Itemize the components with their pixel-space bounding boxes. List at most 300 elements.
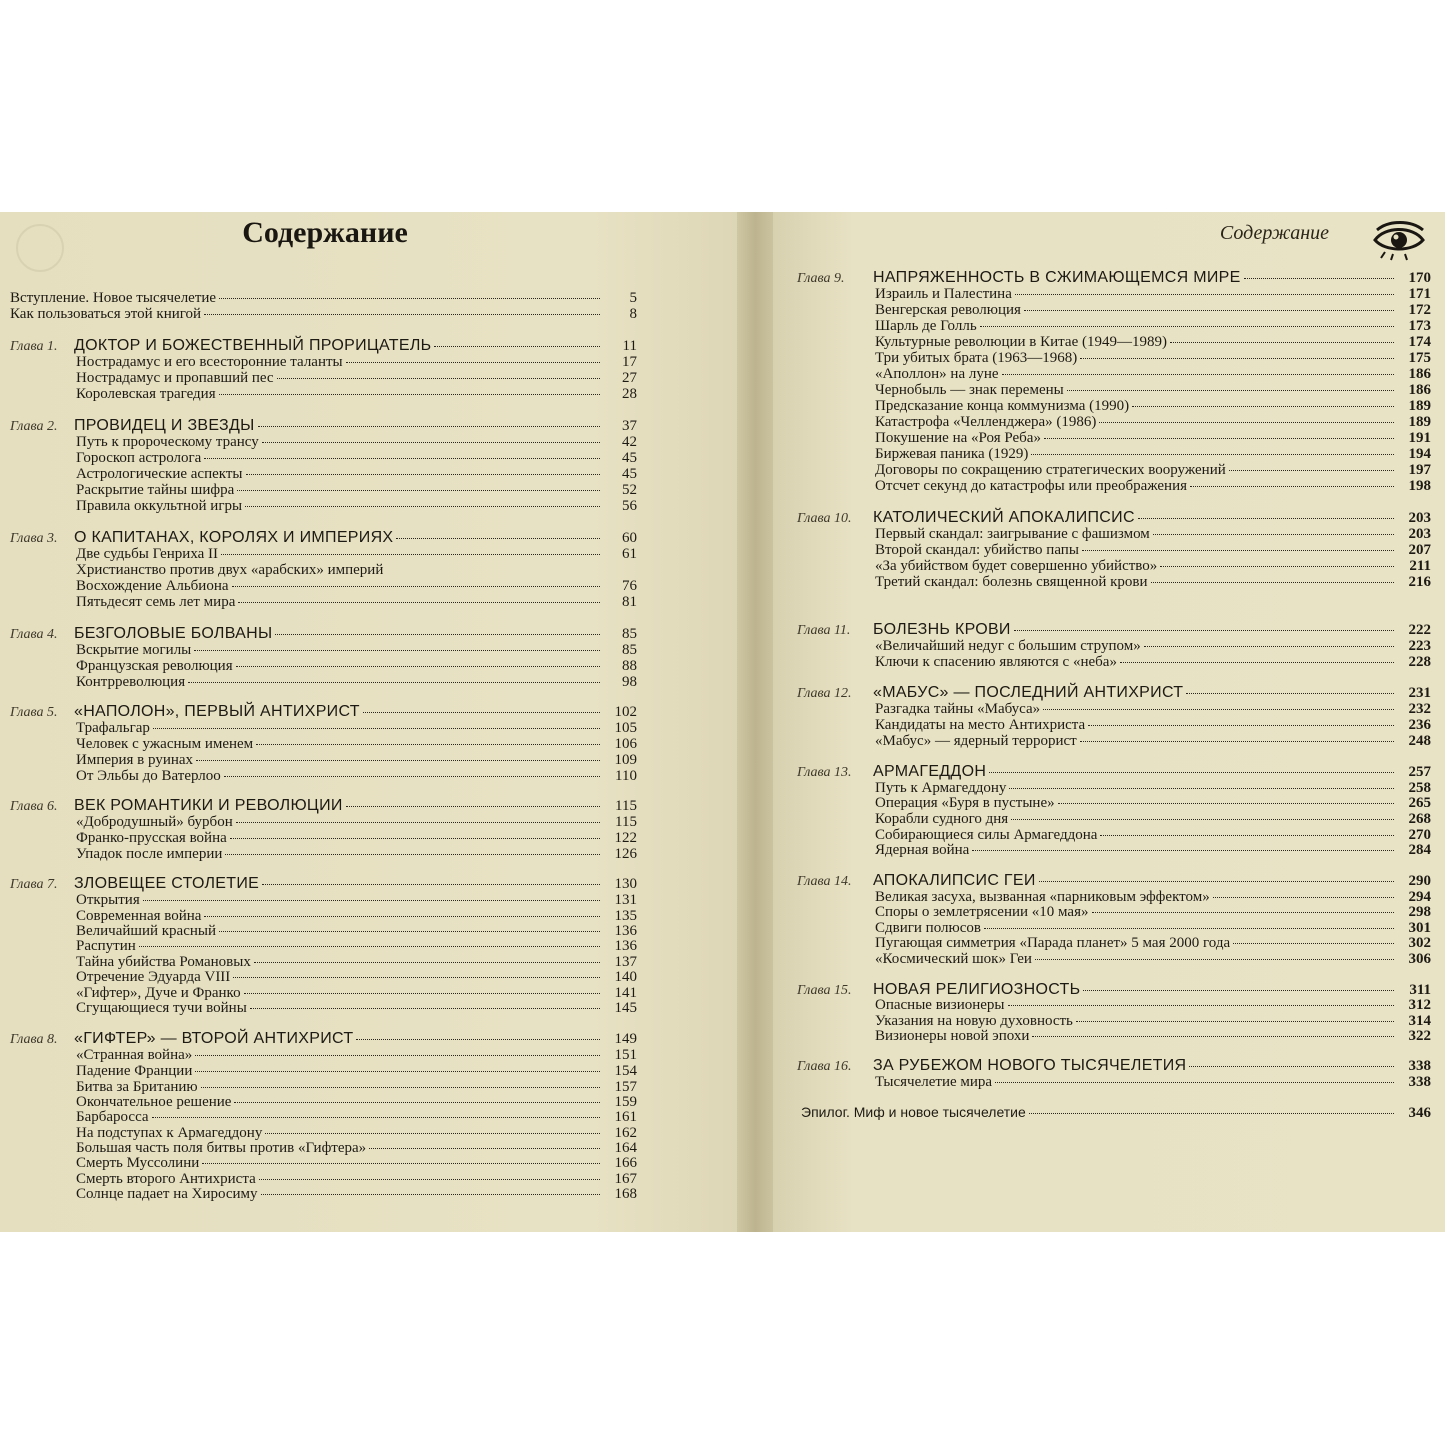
entry-title: Корабли судного дня — [875, 811, 1009, 827]
toc-entry-row — [76, 985, 637, 1001]
entry-title: Путь к Армагеддону — [875, 780, 1007, 796]
toc-entry-row — [76, 1047, 637, 1063]
entry-title: Ядерная война — [875, 842, 970, 858]
dot-leader — [1008, 1005, 1394, 1006]
dot-leader — [204, 916, 600, 917]
dot-leader — [250, 1008, 600, 1009]
dot-leader — [194, 650, 600, 651]
page-number: 110 — [615, 768, 637, 784]
page-number: 168 — [614, 1186, 637, 1202]
toc-entry-row — [875, 398, 1431, 414]
page-number: 42 — [622, 434, 637, 450]
toc-entry-row — [875, 446, 1431, 462]
entry-title: Современная война — [76, 908, 202, 924]
toc-entry-row — [76, 814, 637, 830]
entry-title: Операция «Буря в пустыне» — [875, 795, 1055, 811]
toc-entry-row — [875, 904, 1431, 920]
dot-leader — [1229, 470, 1394, 471]
dot-leader — [143, 900, 600, 901]
entry-title: Биржевая паника (1929) — [875, 446, 1029, 462]
page-number: 162 — [614, 1125, 637, 1141]
entry-title: «Добродушный» бурбон — [76, 814, 233, 830]
toc-entry-row — [10, 290, 637, 306]
chapter-label: Глава 16. — [797, 1059, 852, 1074]
dot-leader — [219, 298, 600, 299]
entry-title: Большая часть поля битвы против «Гифтера» — [76, 1140, 367, 1156]
dot-leader — [204, 458, 600, 459]
toc-entry-row — [76, 354, 637, 370]
page-number: 159 — [614, 1094, 637, 1110]
dot-leader — [369, 1148, 600, 1149]
chapter-title: ЗА РУБЕЖОМ НОВОГО ТЫСЯЧЕЛЕТИЯ — [873, 1057, 1187, 1074]
toc-entry-row — [76, 594, 637, 610]
entry-title: Две судьбы Генриха II — [76, 546, 219, 562]
page-number: 191 — [1408, 430, 1431, 446]
entry-title: Предсказание конца коммунизма (1990) — [875, 398, 1130, 414]
dot-leader — [262, 884, 600, 885]
dot-leader — [1043, 709, 1394, 710]
entry-title: Великая засуха, вызванная «парниковым эффектом» — [875, 889, 1210, 905]
dot-leader — [346, 806, 600, 807]
toc-entry-row — [875, 542, 1431, 558]
entry-title: Чернобыль — знак перемены — [875, 382, 1064, 398]
page-number: 203 — [1408, 526, 1431, 542]
page-number: 189 — [1408, 414, 1431, 430]
page-number: 115 — [615, 814, 637, 830]
chapter-label: Глава 9. — [797, 271, 845, 286]
dot-leader — [275, 634, 600, 635]
chapter-title: «НАПОЛОН», ПЕРВЫЙ АНТИХРИСТ — [74, 703, 360, 720]
entry-title: Упадок после империи — [76, 846, 223, 862]
entry-title: «Странная война» — [76, 1047, 193, 1063]
dot-leader — [1029, 1113, 1394, 1114]
dot-leader — [237, 490, 600, 491]
dot-leader — [1031, 454, 1394, 455]
entry-title: От Эльбы до Ватерлоо — [76, 768, 221, 784]
toc-entry-row — [10, 306, 637, 322]
dot-leader — [1189, 1066, 1394, 1067]
toc-entry-row — [875, 478, 1431, 494]
toc-entry-row — [875, 951, 1431, 967]
page-number: 151 — [614, 1047, 637, 1063]
entry-title: Первый скандал: заигрывание с фашизмом — [875, 526, 1150, 542]
entry-title: Покушение на «Роя Реба» — [875, 430, 1041, 446]
toc-chapter-row — [797, 510, 1431, 527]
chapter-title: КАТОЛИЧЕСКИЙ АПОКАЛИПСИС — [873, 509, 1135, 526]
toc-entry-row — [76, 892, 637, 908]
toc-entry-row — [76, 1000, 637, 1016]
toc-entry-row — [875, 733, 1431, 749]
entry-title: Пятьдесят семь лет мира — [76, 594, 236, 610]
page-number: 302 — [1408, 935, 1431, 951]
page-number: 207 — [1408, 542, 1431, 558]
dot-leader — [152, 1117, 600, 1118]
page-number: 172 — [1408, 302, 1431, 318]
page-number: 137 — [614, 954, 637, 970]
entry-title: Как пользоваться этой книгой — [10, 306, 202, 322]
left-page — [0, 212, 737, 1232]
entry-title: Израиль и Палестина — [875, 286, 1012, 302]
toc-entry-row — [875, 827, 1431, 843]
toc-entry-row — [76, 546, 637, 562]
dot-leader — [188, 682, 600, 683]
toc-entry-row — [76, 370, 637, 386]
entry-title: Окончательное решение — [76, 1094, 232, 1110]
dot-leader — [219, 931, 600, 932]
page-number: 306 — [1408, 951, 1431, 967]
toc-chapter-row — [10, 626, 637, 643]
toc-chapter-row — [797, 622, 1431, 639]
page-number: 175 — [1408, 350, 1431, 366]
chapter-label: Глава 11. — [797, 623, 851, 638]
entry-title: Договоры по сокращению стратегических вооружений — [875, 462, 1226, 478]
running-header: Содержание — [1219, 222, 1329, 244]
page-number: 270 — [1408, 827, 1431, 843]
dot-leader — [153, 728, 600, 729]
page-number: 145 — [614, 1000, 637, 1016]
page-number: 311 — [1409, 982, 1431, 998]
page-number: 268 — [1408, 811, 1431, 827]
dot-leader — [256, 744, 600, 745]
page-number: 194 — [1408, 446, 1431, 462]
entry-title: «Величайший недуг с большим струпом» — [875, 638, 1141, 654]
entry-title: Отсчет секунд до катастрофы или преображения — [875, 478, 1188, 494]
entry-title: Второй скандал: убийство папы — [875, 542, 1079, 558]
page-number: 27 — [622, 370, 637, 386]
chapter-label: Глава 12. — [797, 686, 852, 701]
chapter-title: ДОКТОР И БОЖЕСТВЕННЫЙ ПРОРИЦАТЕЛЬ — [74, 337, 432, 354]
toc-entry-row — [76, 1094, 637, 1110]
chapter-label: Глава 1. — [10, 339, 58, 354]
dot-leader — [989, 772, 1394, 773]
page-number: 338 — [1408, 1074, 1431, 1090]
dot-leader — [236, 822, 600, 823]
dot-leader — [434, 346, 600, 347]
page-number: 248 — [1408, 733, 1431, 749]
page-number: 338 — [1408, 1058, 1431, 1074]
entry-title: Гороскоп астролога — [76, 450, 202, 466]
page-number: 5 — [629, 290, 637, 306]
page-number: 198 — [1408, 478, 1431, 494]
dot-leader — [1144, 646, 1394, 647]
page-number: 17 — [622, 354, 637, 370]
page-number: 135 — [614, 908, 637, 924]
dot-leader — [1092, 912, 1395, 913]
entry-title: Открытия — [76, 892, 140, 908]
page-number: 314 — [1408, 1013, 1431, 1029]
toc-entry-row — [875, 382, 1431, 398]
toc-entry-row — [76, 1140, 637, 1156]
chapter-title: НОВАЯ РЕЛИГИОЗНОСТЬ — [873, 981, 1081, 998]
dot-leader — [259, 1179, 600, 1180]
dot-leader — [195, 1071, 600, 1072]
dot-leader — [1100, 835, 1394, 836]
page-number: 88 — [622, 658, 637, 674]
chapter-title: БОЛЕЗНЬ КРОВИ — [873, 621, 1011, 638]
entry-title: Смерть второго Антихриста — [76, 1171, 256, 1187]
page-number: 231 — [1408, 685, 1431, 701]
page-number: 8 — [629, 306, 637, 322]
dot-leader — [1083, 990, 1394, 991]
toc-entry-row — [875, 366, 1431, 382]
entry-title: Восхождение Альбиона — [76, 578, 229, 594]
page-number: 290 — [1408, 873, 1431, 889]
dot-leader — [1233, 943, 1394, 944]
toc-entry-row — [875, 574, 1431, 590]
dot-leader — [1002, 374, 1394, 375]
chapter-title: О КАПИТАНАХ, КОРОЛЯХ И ИМПЕРИЯХ — [74, 529, 394, 546]
entry-title: Франко-прусская война — [76, 830, 227, 846]
toc-entry-row — [875, 318, 1431, 334]
page-number: 174 — [1408, 334, 1431, 350]
chapter-label: Глава 15. — [797, 983, 852, 998]
page-number: 45 — [622, 466, 637, 482]
dot-leader — [1099, 422, 1394, 423]
entry-title: Величайший красный — [76, 923, 216, 939]
toc-entry-row — [875, 701, 1431, 717]
toc-chapter-row — [797, 270, 1431, 287]
page-number: 167 — [614, 1171, 637, 1187]
page-number: 298 — [1408, 904, 1431, 920]
toc-entry-row — [76, 1109, 637, 1125]
entry-title: Опасные визионеры — [875, 997, 1005, 1013]
page-number: 130 — [614, 876, 637, 892]
entry-title: Путь к пророческому трансу — [76, 434, 259, 450]
page-number: 76 — [622, 578, 637, 594]
toc-entry-row — [76, 1155, 637, 1171]
toc-entry-row — [875, 286, 1431, 302]
page-title: Содержание — [242, 216, 408, 249]
page-number: 186 — [1408, 382, 1431, 398]
page-number: 60 — [622, 530, 637, 546]
page-number: 197 — [1408, 462, 1431, 478]
toc-entry-row — [76, 674, 637, 690]
page-number: 236 — [1408, 717, 1431, 733]
page-number: 85 — [622, 626, 637, 642]
entry-title: Ключи к спасению являются с «неба» — [875, 654, 1117, 670]
dot-leader — [1170, 342, 1394, 343]
book-spread — [0, 212, 1445, 1232]
toc-entry-row — [76, 969, 637, 985]
entry-title: Тайна убийства Романовых — [76, 954, 251, 970]
page-number: 265 — [1408, 795, 1431, 811]
entry-title: Астрологические аспекты — [76, 466, 243, 482]
page-number: 149 — [614, 1031, 637, 1047]
toc-entry-row — [875, 558, 1431, 574]
chapter-title: БЕЗГОЛОВЫЕ БОЛВАНЫ — [74, 625, 273, 642]
page-number: 122 — [614, 830, 637, 846]
toc-entry-row — [875, 414, 1431, 430]
dot-leader — [277, 378, 600, 379]
toc-entry-row — [875, 795, 1431, 811]
dot-leader — [1014, 630, 1394, 631]
dot-leader — [204, 314, 600, 315]
dot-leader — [232, 586, 600, 587]
page-number: 189 — [1408, 398, 1431, 414]
page-number: 105 — [614, 720, 637, 736]
toc-entry-row — [875, 462, 1431, 478]
toc-entry-row — [76, 498, 637, 514]
entry-title: Раскрытие тайны шифра — [76, 482, 235, 498]
dot-leader — [363, 712, 600, 713]
toc-entry-row — [76, 752, 637, 768]
toc-entry-row — [76, 846, 637, 862]
dot-leader — [1120, 662, 1394, 663]
dot-leader — [1067, 390, 1394, 391]
entry-title: Падение Франции — [76, 1063, 193, 1079]
toc-chapter-row — [10, 1031, 637, 1048]
entry-title: Вскрытие могилы — [76, 642, 192, 658]
toc-entry-row — [76, 578, 637, 594]
dot-leader — [262, 442, 600, 443]
entry-title: Венгерская революция — [875, 302, 1021, 318]
toc-entry-row — [76, 1186, 637, 1202]
toc-entry-row — [875, 350, 1431, 366]
entry-title: На подступах к Армагеддону — [76, 1125, 263, 1141]
dot-leader — [1132, 406, 1394, 407]
dot-leader — [346, 362, 600, 363]
entry-title: Нострадамус и пропавший пес — [76, 370, 274, 386]
toc-entry-row — [76, 1125, 637, 1141]
toc-entry-row — [875, 920, 1431, 936]
dot-leader — [246, 474, 600, 475]
dot-leader — [234, 1102, 600, 1103]
toc-entry-row — [801, 1104, 1431, 1121]
toc-entry-row — [875, 654, 1431, 670]
entry-title: Вступление. Новое тысячелетие — [10, 290, 217, 306]
entry-title: «За убийством будет совершенно убийство» — [875, 558, 1158, 574]
entry-title: Правила оккультной игры — [76, 498, 243, 514]
page-number: 232 — [1408, 701, 1431, 717]
dot-leader — [254, 962, 600, 963]
page-number: 203 — [1408, 510, 1431, 526]
page-number: 258 — [1408, 780, 1431, 796]
page-number: 294 — [1408, 889, 1431, 905]
dot-leader — [202, 1163, 600, 1164]
entry-title: Катастрофа «Челленджера» (1986) — [875, 414, 1097, 430]
dot-leader — [1213, 897, 1394, 898]
toc-entry-row — [76, 386, 637, 402]
page-number: 136 — [614, 923, 637, 939]
page-number: 171 — [1408, 286, 1431, 302]
page-number: 346 — [1408, 1105, 1431, 1121]
dot-leader — [230, 838, 600, 839]
chapter-label: Глава 3. — [10, 531, 58, 546]
entry-title: Распутин — [76, 938, 136, 954]
entry-title: Нострадамус и его всесторонние таланты — [76, 354, 343, 370]
toc-chapter-row — [797, 685, 1431, 702]
chapter-label: Глава 13. — [797, 765, 852, 780]
page-number: 106 — [614, 736, 637, 752]
page-number: 11 — [622, 338, 637, 354]
dot-leader — [1080, 358, 1394, 359]
dot-leader — [224, 776, 600, 777]
chapter-title: ВЕК РОМАНТИКИ И РЕВОЛЮЦИИ — [74, 797, 343, 814]
page-number: 284 — [1408, 842, 1431, 858]
page-number: 85 — [622, 642, 637, 658]
chapter-label: Глава 14. — [797, 874, 852, 889]
page-number: 228 — [1408, 654, 1431, 670]
toc-entry-row — [76, 768, 637, 784]
dot-leader — [1088, 725, 1394, 726]
entry-title: Разгадка тайны «Мабуса» — [875, 701, 1041, 717]
dot-leader — [1151, 582, 1394, 583]
toc-chapter-row — [10, 704, 637, 721]
toc-entry-row — [875, 1028, 1431, 1044]
toc-chapter-row — [10, 418, 637, 435]
dot-leader — [195, 1055, 600, 1056]
page-number: 186 — [1408, 366, 1431, 382]
toc-entry-row — [76, 938, 637, 954]
toc-entry-row — [875, 717, 1431, 733]
toc-entry-row — [76, 830, 637, 846]
toc-entry-row — [875, 430, 1431, 446]
chapter-title: АРМАГЕДДОН — [873, 763, 987, 780]
toc-chapter-row — [797, 873, 1431, 890]
dot-leader — [1138, 518, 1394, 519]
page-number: 131 — [614, 892, 637, 908]
dot-leader — [219, 394, 600, 395]
page-number: 211 — [1409, 558, 1431, 574]
page-number: 140 — [614, 969, 637, 985]
toc-entry-row — [875, 842, 1431, 858]
entry-title: Христианство против двух «арабских» империй — [76, 562, 384, 578]
dot-leader — [221, 554, 600, 555]
entry-title: «Гифтер», Дуче и Франко — [76, 985, 241, 1001]
toc-entry-row — [875, 526, 1431, 542]
chapter-label: Глава 7. — [10, 877, 58, 892]
toc-chapter-row — [797, 1058, 1431, 1075]
entry-title: Сдвиги полюсов — [875, 920, 981, 936]
page-number: 154 — [614, 1063, 637, 1079]
dot-leader — [233, 977, 600, 978]
page-number: 166 — [614, 1155, 637, 1171]
toc-entry-row — [76, 642, 637, 658]
book-gutter — [737, 212, 773, 1232]
page-number: 102 — [614, 704, 637, 720]
entry-title: Визионеры новой эпохи — [875, 1028, 1030, 1044]
toc-entry-row — [875, 997, 1431, 1013]
dot-leader — [995, 1082, 1394, 1083]
dot-leader — [1244, 278, 1394, 279]
dot-leader — [1160, 566, 1394, 567]
chapter-label: Глава 5. — [10, 705, 58, 720]
entry-title: Собирающиеся силы Армагеддона — [875, 827, 1098, 843]
dot-leader — [244, 993, 600, 994]
dot-leader — [261, 1194, 600, 1195]
dot-leader — [972, 850, 1394, 851]
eye-icon — [1371, 218, 1427, 262]
page-number: 109 — [614, 752, 637, 768]
chapter-label: Глава 6. — [10, 799, 58, 814]
page-number: 222 — [1408, 622, 1431, 638]
dot-leader — [356, 1039, 600, 1040]
toc-entry-row — [875, 780, 1431, 796]
dot-leader — [258, 426, 600, 427]
entry-title: Шарль де Голль — [875, 318, 977, 334]
page-number: 136 — [614, 938, 637, 954]
chapter-label: Глава 4. — [10, 627, 58, 642]
entry-title: Указания на новую духовность — [875, 1013, 1073, 1029]
chapter-label: Глава 8. — [10, 1032, 58, 1047]
page-number: 164 — [614, 1140, 637, 1156]
entry-title: Французская революция — [76, 658, 233, 674]
dot-leader — [1153, 534, 1394, 535]
page-number: 157 — [614, 1079, 637, 1095]
right-page — [773, 212, 1445, 1232]
dot-leader — [1082, 550, 1394, 551]
page-number: 216 — [1408, 574, 1431, 590]
